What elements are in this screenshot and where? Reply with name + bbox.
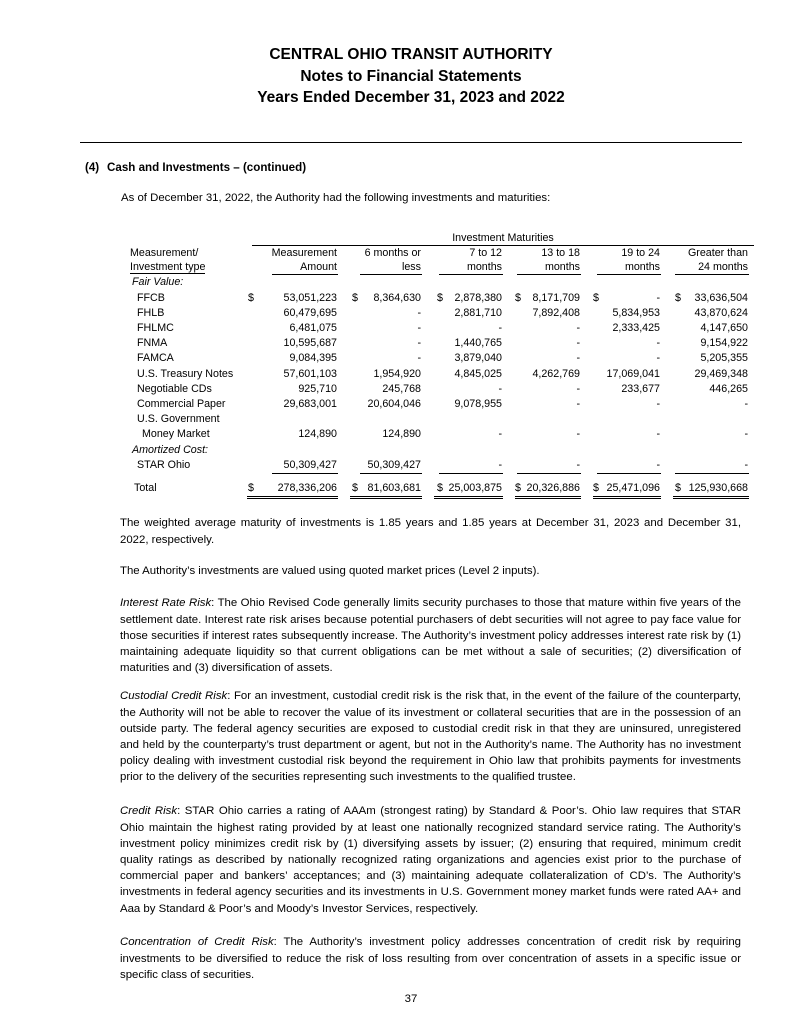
dollar-sign: $ [352,482,358,495]
cell-value: - [576,352,580,365]
cell-value: 50,309,427 [283,458,337,471]
table-cell [338,291,422,306]
cell-value: - [656,458,660,471]
row-label: Commercial Paper [137,398,226,411]
table-cell [661,351,749,366]
table-cell [422,336,503,351]
cell-value: 57,601,103 [283,367,337,380]
cell-value: 43,870,624 [694,306,748,319]
cell-value: 1,440,765 [454,337,502,350]
paragraph-lead: Custodial Credit Risk [120,690,228,703]
dollar-sign: $ [515,482,521,495]
paragraph-text: The Authority’s investments are valued using quoted market prices (Level 2 inputs). [120,565,540,578]
table-row [130,458,754,474]
table-cell [661,458,749,474]
table-cell [422,397,503,412]
table-cell [422,427,503,442]
row-label: Amortized Cost: [132,443,209,456]
table-cell [422,321,503,336]
cell-value: 20,326,886 [526,482,580,495]
table-cell [338,397,422,412]
table-cell [338,336,422,351]
cell-value: 1,954,920 [373,367,421,380]
table-row [130,412,754,427]
cell-value: 233,677 [621,382,660,395]
table-cell [242,306,338,321]
table-row [130,367,754,382]
table-cell [338,321,422,336]
intro-paragraph: As of December 31, 2022, the Authority had the following investments and maturities: [121,192,551,204]
row-label: Money Market [142,428,210,441]
cell-value: - [498,428,502,441]
maturities-table [130,231,754,499]
cell-value: 9,084,395 [289,352,337,365]
cell-value: 25,471,096 [606,482,660,495]
table-cell [661,397,749,412]
column-header: months [503,260,581,275]
cell-value: 8,364,630 [373,291,421,304]
table-cell [338,382,422,397]
table-row [130,427,754,442]
table-cell [661,321,749,336]
table-cell [338,306,422,321]
table-row [130,443,754,458]
column-header: 19 to 24 [621,247,660,259]
cell-value: 29,469,348 [694,367,748,380]
paragraph-text: : For an investment, custodial credit risk is the risk that, in the event of the failure of the counterparty, the Authority will not be able to recover the value of its investment or collateral securities that are in the possession of an outside party. The federal agency securities are exposed to custodial credit risk in that they are uninsured, unregistered and held by the counterparty’s trust department or agent, but not in the Authority’s name. The Authority has no investment policy dealing with investment custodial risk beyond the requirement in Ohio law that prohibits payments for investments prior to the delivery of the securities representing such investments to the qualified trustee. [120,690,741,784]
spacer-cell [130,231,242,246]
title-line-notes: Notes to Financial Statements [300,67,522,85]
cell-value: - [656,352,660,365]
paragraph-concentration-risk [120,934,741,983]
row-label: Total [134,482,157,495]
row-label: Negotiable CDs [137,382,212,395]
cell-value: - [417,337,421,350]
row-label: FFCB [137,291,165,304]
cell-value: - [576,382,580,395]
column-header: 6 months or [364,247,421,259]
cell-value: 2,878,380 [454,291,502,304]
cell-value: 7,892,408 [532,306,580,319]
cell-value: 124,890 [382,428,421,441]
cell-value: 8,171,709 [532,291,580,304]
column-header: 24 months [661,260,749,275]
cell-value: - [744,458,748,471]
cell-value: 4,147,650 [700,322,748,335]
cell-value: 17,069,041 [606,367,660,380]
cell-value: 10,595,687 [283,337,337,350]
cell-value: - [417,322,421,335]
table-cell [503,382,581,397]
cell-value: - [656,398,660,411]
table-row [130,291,754,306]
table-cell [422,351,503,366]
table-cell [661,306,749,321]
column-header-row-2 [130,260,754,275]
column-header: 13 to 18 [541,247,580,259]
column-header: Amount [242,260,338,275]
column-header-row-1 [130,246,754,260]
column-header: Measurement [271,247,337,259]
cell-value: 81,603,681 [367,482,421,495]
table-cell [503,291,581,306]
column-header: 7 to 12 [469,247,502,259]
table-cell [581,306,661,321]
cell-value: 60,479,695 [283,306,337,319]
table-cell [242,291,338,306]
table-cell [338,481,422,499]
dollar-sign: $ [593,291,599,304]
paragraph-lead: Credit Risk [120,805,178,818]
row-label: FHLMC [137,322,174,335]
cell-value: 4,845,025 [454,367,502,380]
dollar-sign: $ [352,291,358,304]
table-cell [422,306,503,321]
column-header: Greater than [687,247,748,259]
table-cell [661,367,749,382]
cell-value: - [417,352,421,365]
table-cell [338,427,422,442]
table-cell [503,321,581,336]
table-cell [581,481,661,499]
table-cell [422,367,503,382]
cell-value: 2,881,710 [454,306,502,319]
cell-value: 925,710 [298,382,337,395]
dollar-sign: $ [437,482,443,495]
table-row [130,382,754,397]
table-cell [503,427,581,442]
cell-value: - [576,322,580,335]
table-row [130,275,754,290]
table-cell [661,336,749,351]
cell-value: 9,078,955 [454,398,502,411]
table-cell [581,367,661,382]
section-number: (4) [85,161,100,174]
table-cell [242,336,338,351]
row-label: STAR Ohio [137,458,191,471]
section-heading [85,161,306,174]
cell-value: - [498,382,502,395]
cell-value: 4,262,769 [532,367,580,380]
table-cell [581,336,661,351]
table-cell [661,427,749,442]
cell-value: 124,890 [298,428,337,441]
table-cell [338,351,422,366]
cell-value: 6,481,075 [289,322,337,335]
dollar-sign: $ [675,291,681,304]
cell-value: - [576,428,580,441]
table-cell [242,367,338,382]
table-cell [661,481,749,499]
cell-value: 25,003,875 [448,482,502,495]
column-header: Investment type [130,261,206,274]
cell-value: - [656,337,660,350]
dollar-sign: $ [248,291,254,304]
table-cell [242,351,338,366]
row-label: U.S. Treasury Notes [137,367,234,380]
column-header: months [581,260,661,275]
table-cell [581,291,661,306]
table-cell [503,336,581,351]
table-cell [242,427,338,442]
table-cell [242,481,338,499]
table-cell [422,458,503,474]
cell-value: - [576,458,580,471]
document-title [80,44,742,109]
header-divider [80,142,742,143]
table-cell [242,321,338,336]
paragraph-text: : The Ohio Revised Code generally limits security purchases to those that mature within five years of the settlement date. Interest rate risk arises because potential purchasers of debt securities will not agree to pay face value for those securities if interest rates subsequently increase. The Authority’s investment policy addresses interest rate risk by (1) maintaining adequate liquidity so that current obligations can be met without a sale of securities; (2) diversification of maturities and (3) diversification of assets. [120,597,741,675]
section-title: Cash and Investments – (continued) [107,161,307,174]
table-cell [661,382,749,397]
paragraph-lead: Concentration of Credit Risk [120,936,274,949]
cell-value: 29,683,001 [283,398,337,411]
table-row [130,351,754,366]
page-number: 37 [404,993,418,1005]
dollar-sign: $ [675,482,681,495]
paragraph-text: : The Authority’s investment policy addresses concentration of credit risk by requiring investments to be diversified to reduce the risk of loss resulting from over concentration of assets in a specific issue or specific class of securities. [120,936,741,981]
title-line-years: Years Ended December 31, 2023 and 2022 [257,89,565,106]
table-cell [581,458,661,474]
paragraph-text: The weighted average maturity of investments is 1.85 years and 1.85 years at December 31, 2023 and December 31, 2022, respectively. [120,517,741,546]
paragraph-credit-risk [120,803,741,916]
paragraph-valuation [120,563,741,579]
cell-value: 3,879,040 [454,352,502,365]
table-cell [581,382,661,397]
title-line-authority: CENTRAL OHIO TRANSIT AUTHORITY [269,46,553,63]
table-row [130,336,754,351]
table-cell [422,481,503,499]
table-cell [338,458,422,474]
table-cell [581,351,661,366]
cell-value: 2,333,425 [612,322,660,335]
dollar-sign: $ [248,482,254,495]
table-cell [581,321,661,336]
group-header: Investment Maturities [252,231,754,246]
cell-value: - [744,428,748,441]
dollar-sign: $ [515,291,521,304]
table-cell [242,382,338,397]
paragraph-lead: Interest Rate Risk [120,597,212,610]
table-cell [338,367,422,382]
paragraph-custodial-credit-risk [120,688,741,785]
table-cell [503,481,581,499]
dollar-sign: $ [437,291,443,304]
table-cell [581,397,661,412]
cell-value: 50,309,427 [367,458,421,471]
cell-value: - [656,291,660,304]
table-cell [242,397,338,412]
cell-value: - [498,458,502,471]
table-cell [581,427,661,442]
cell-value: 245,768 [382,382,421,395]
paragraph-text: : STAR Ohio carries a rating of AAAm (strongest rating) by Standard & Poor’s. Ohio law requires that STAR Ohio maintain the highest rating provided by at least one nationally recognized standard service rating. The Authority’s investment policy minimizes credit risk by (1) diversifying assets by issuer; (2) ensuring that required, minimum credit quality ratings as described by nationally recognized rating organizations and agencies exist prior to the purchase of commercial paper and bankers’ acceptances; and (3) maintaining adequate collateralization of CD’s. The Authority’s investments in federal agency securities and its investments in U.S. Government money market funds were rated AA+ and Aaa by Standard & Poor’s and Moody’s Investor Services, respectively. [120,805,741,915]
table-row [130,321,754,336]
row-label: U.S. Government [137,413,220,426]
cell-value: 5,834,953 [612,306,660,319]
table-cell [661,291,749,306]
column-header: Measurement/ [130,247,199,259]
cell-value: 33,636,504 [694,291,748,304]
column-header: months [422,260,503,275]
row-label: Fair Value: [132,276,184,289]
table-cell [503,458,581,474]
cell-value: - [576,337,580,350]
cell-value: 278,336,206 [277,482,337,495]
table-row [130,481,754,499]
cell-value: - [744,398,748,411]
cell-value: - [498,322,502,335]
table-cell [422,382,503,397]
cell-value: 9,154,922 [700,337,748,350]
cell-value: 5,205,355 [700,352,748,365]
table-cell [503,306,581,321]
cell-value: 125,930,668 [688,482,748,495]
table-row [130,306,754,321]
cell-value: - [417,306,421,319]
table-cell [503,351,581,366]
table-group-header-row [130,231,754,246]
cell-value: - [576,398,580,411]
row-label: FAMCA [137,352,174,365]
column-header: less [338,260,422,275]
row-label: FHLB [137,306,165,319]
maturities-table-body [130,275,754,499]
table-row [130,397,754,412]
cell-value: 446,265 [709,382,748,395]
table-cell [422,291,503,306]
table-cell [503,367,581,382]
cell-value: 53,051,223 [283,291,337,304]
row-label: FNMA [137,337,168,350]
table-cell [503,397,581,412]
cell-value: 20,604,046 [367,398,421,411]
paragraph-weighted-average [120,515,741,547]
cell-value: - [656,428,660,441]
dollar-sign: $ [593,482,599,495]
table-cell [242,458,338,474]
paragraph-interest-rate-risk [120,595,741,676]
